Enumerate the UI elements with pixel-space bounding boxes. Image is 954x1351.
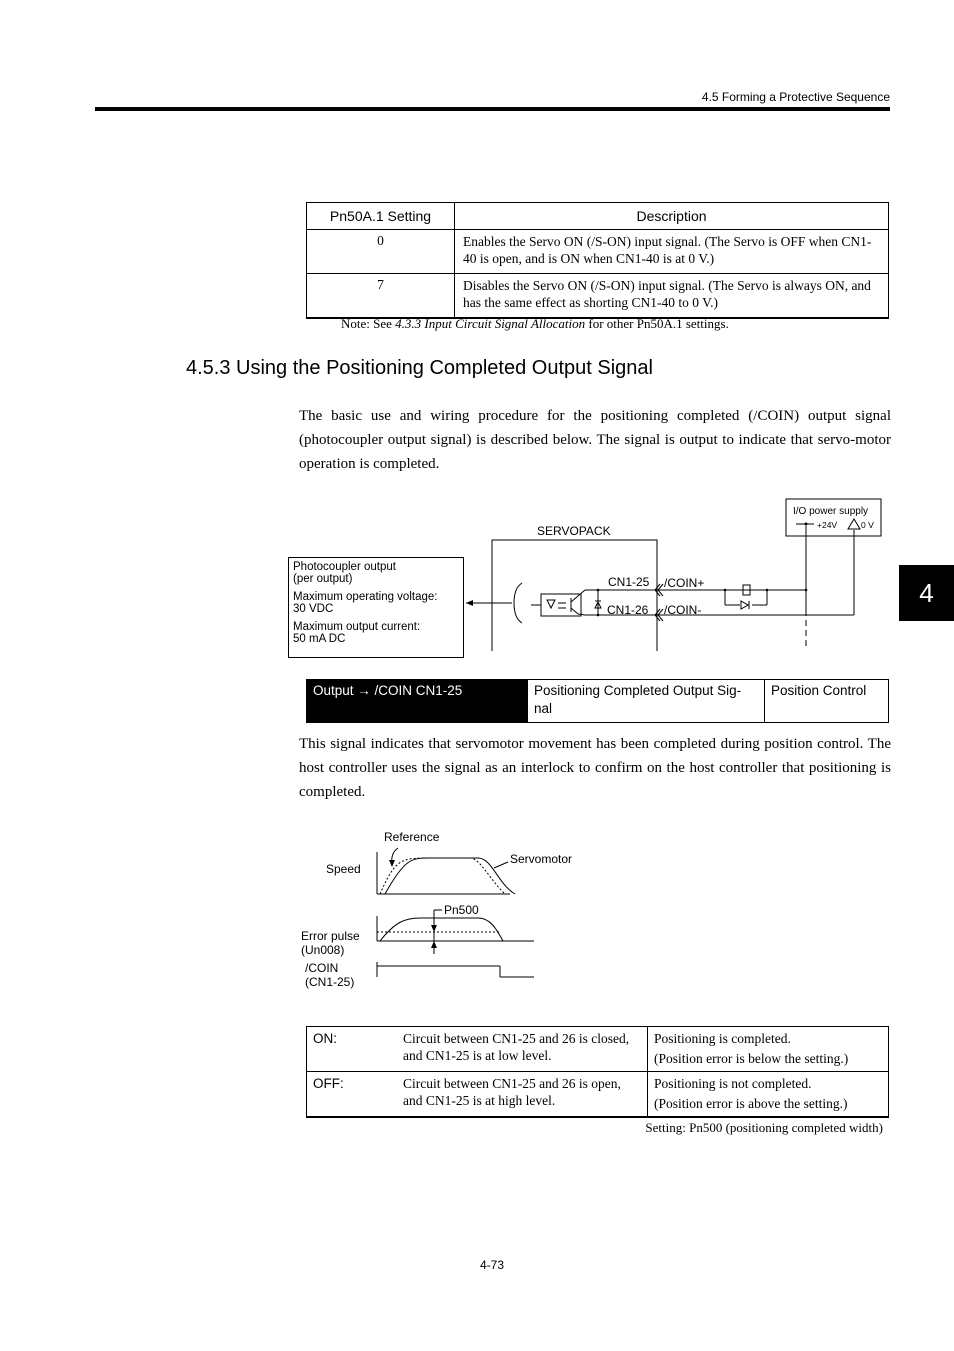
power-supply-box xyxy=(786,499,881,536)
section-title: 4.5.3 Using the Positioning Completed Output Signal xyxy=(186,357,653,379)
photocoupler-bracket xyxy=(514,583,522,623)
note-suffix: for other Pn50A.1 settings. xyxy=(585,316,729,331)
paragraph-intro: The basic use and wiring procedure for the positioning completed (/COIN) output signal (photocoupler output signal) is described below. The signal is output to indicate that servo-motor operation is completed. xyxy=(299,408,891,472)
circuit-description: Circuit between CN1-25 and 26 is open, and CN1-25 is at high level. xyxy=(397,1072,648,1118)
timing-diagram xyxy=(0,820,954,1000)
arrow-up-icon xyxy=(431,941,437,948)
signal-coin-plus: /COIN+ xyxy=(664,576,705,590)
state-meaning xyxy=(648,1027,889,1072)
column-header-setting: Pn50A.1 Setting xyxy=(307,203,455,230)
pn500-label: Pn500 xyxy=(444,903,479,917)
circuit-description: Circuit between CN1-25 and 26 is closed, and CN1-25 is at low level. xyxy=(397,1027,648,1072)
state-meaning xyxy=(648,1072,889,1118)
meaning-line: (Position error is above the setting.) xyxy=(654,1096,848,1111)
plus24-node xyxy=(805,523,808,526)
error-pulse-curve xyxy=(380,918,503,941)
photocoupler-icon xyxy=(541,594,581,616)
setting-value: 7 xyxy=(307,274,455,319)
signal-name-cell: Positioning Completed Output Sig-nal xyxy=(528,680,765,723)
error-pulse-param: (Un008) xyxy=(301,943,345,957)
meaning-line: Positioning is completed. xyxy=(654,1031,791,1046)
flyback-diode-icon xyxy=(741,601,748,609)
paragraph-signal: This signal indicates that servomotor movement has been completed during position control. The host controller uses the signal as an interlock to confirm on the host controller that positioning is completed. xyxy=(299,736,891,800)
arrow-down-icon xyxy=(431,925,437,932)
setting-description: Disables the Servo ON (/S-ON) input signal. (The Servo is always ON, and has the same effect as shorting CN1-40 to 0 V.) xyxy=(455,274,889,319)
spec-line: Maximum operating voltage: 30 VDC xyxy=(293,591,438,615)
running-header: 4.5 Forming a Protective Sequence xyxy=(701,90,890,104)
coin-pin-label: (CN1-25) xyxy=(305,975,355,989)
servomotor-label: Servomotor xyxy=(510,852,573,866)
reference-curve xyxy=(380,858,505,894)
error-pulse-label: Error pulse xyxy=(301,929,360,943)
control-mode-cell: Position Control xyxy=(765,680,889,723)
servopack-outline xyxy=(492,540,657,651)
io-signal-table xyxy=(306,679,889,723)
meaning-line: (Position error is below the setting.) xyxy=(654,1051,849,1066)
photocoupler-spec-box xyxy=(288,557,464,658)
setting-note: Setting: Pn500 (positioning completed width) xyxy=(645,1120,883,1135)
setting-value: 0 xyxy=(307,230,455,274)
signal-coin-minus: /COIN- xyxy=(664,603,702,617)
reference-label: Reference xyxy=(384,830,440,844)
ground-symbol xyxy=(848,519,860,529)
servopack-label: SERVOPACK xyxy=(537,524,611,538)
state-label: OFF: xyxy=(307,1072,398,1118)
coin-state-table xyxy=(306,1026,889,1118)
state-label: ON: xyxy=(307,1027,398,1072)
note-prefix: Note: See xyxy=(341,316,396,331)
servomotor-curve xyxy=(385,858,515,894)
coin-label: /COIN xyxy=(305,961,339,975)
table-row xyxy=(307,1072,889,1118)
spec-line: Photocoupler output (per output) xyxy=(293,561,396,585)
chapter-tab: 4 xyxy=(899,565,954,621)
column-header-description: Description xyxy=(455,203,889,230)
meaning-line: Positioning is not completed. xyxy=(654,1076,812,1091)
note-reference: 4.3.3 Input Circuit Signal Allocation xyxy=(395,316,586,331)
speed-label: Speed xyxy=(326,862,361,876)
output-signal-cell: Output → /COIN CN1-25 xyxy=(307,680,528,723)
arrow-left-icon xyxy=(466,600,473,606)
zero-v-label: 0 V xyxy=(861,520,874,530)
page-number: 4-73 xyxy=(480,1258,505,1272)
power-supply-label: I/O power supply xyxy=(793,506,869,517)
spec-line: Maximum output current: 50 mA DC xyxy=(293,621,421,645)
table-row xyxy=(307,1027,889,1072)
pin-cn1-26: CN1-26 xyxy=(607,603,649,617)
plus24-label: +24V xyxy=(817,520,838,530)
pin-cn1-25: CN1-25 xyxy=(608,575,650,589)
setting-description: Enables the Servo ON (/S-ON) input signal. (The Servo is OFF when CN1-40 is open, and is ON when CN1-40 is at 0 V.) xyxy=(455,230,889,274)
